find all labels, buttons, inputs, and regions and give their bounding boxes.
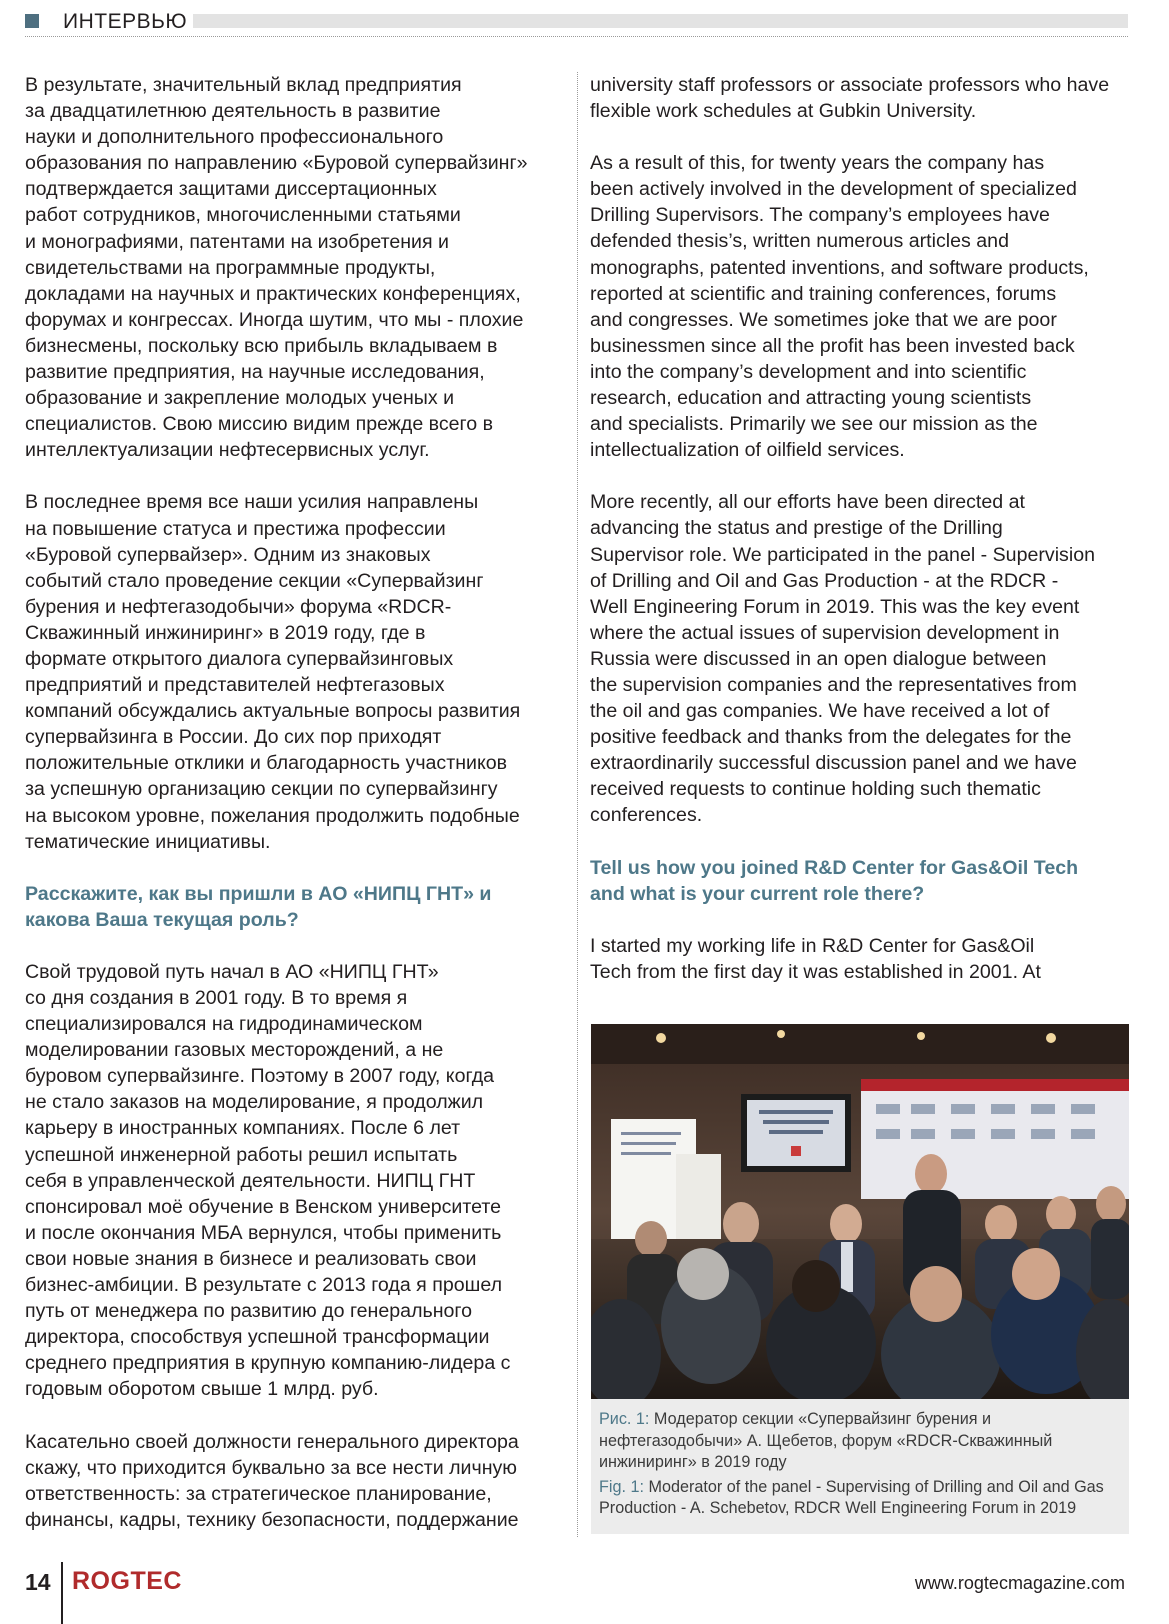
text-line: advancing the status and prestige of the Drilling bbox=[590, 517, 1003, 540]
text-line: себя в управленческой деятельности. НИПЦ ГНТ bbox=[25, 1169, 476, 1192]
text-line: со дня создания в 2001 году. В то время я bbox=[25, 987, 408, 1009]
text-line: форумах и конгрессах. Иногда шутим, что мы - плохие bbox=[25, 308, 524, 331]
paragraph bbox=[25, 1429, 565, 1533]
paragraph bbox=[590, 72, 1130, 124]
site-url: www.rogtecmagazine.com bbox=[914, 1573, 1125, 1593]
text-line: скажу, что приходится буквально за все нести личную bbox=[25, 1456, 518, 1479]
header-divider bbox=[25, 36, 1128, 37]
text-line: I started my working life in R&D Center for Gas&Oil bbox=[590, 934, 1035, 957]
text-line: and what is your current role there? bbox=[590, 882, 925, 905]
page-header bbox=[25, 10, 1128, 40]
text-line: буровом супервайзинге. Поэтому в 2007 году, когда bbox=[25, 1065, 495, 1088]
section-marker-icon bbox=[25, 14, 39, 28]
text-line: директора, способствуя успешной трансформации bbox=[25, 1326, 490, 1349]
text-line: за успешную организацию секции по супервайзингу bbox=[25, 778, 498, 801]
text-line: супервайзинга в России. До сих пор приходят bbox=[25, 726, 442, 749]
conference-photo bbox=[591, 1024, 1129, 1399]
text-line: свидетельствами на программные продукты, bbox=[25, 256, 436, 279]
caption-en bbox=[599, 1477, 1119, 1520]
text-line: and congresses. We sometimes joke that we are poor bbox=[590, 308, 1057, 331]
text-line: за двадцатилетнюю деятельность в развитие bbox=[25, 100, 441, 123]
text-line: Drilling Supervisors. The company’s employees have bbox=[590, 204, 1050, 227]
text-line: докладами на научных и практических конференциях, bbox=[25, 282, 521, 305]
text-line: положительные отклики и благодарность участников bbox=[25, 752, 508, 775]
text-line: свои новые знания в бизнесе и реализовать свои bbox=[25, 1247, 477, 1270]
text-line: годовым оборотом свыше 1 млрд. руб. bbox=[25, 1378, 379, 1401]
text-line: путь от менеджера по развитию до генерального bbox=[25, 1300, 473, 1323]
text-line: Well Engineering Forum in 2019. This was the key event bbox=[590, 595, 1080, 618]
text-line: university staff professors or associate professors who have bbox=[590, 74, 1110, 96]
figure-caption bbox=[591, 1399, 1129, 1534]
text-line: where the actual issues of supervision development in bbox=[590, 621, 1060, 644]
left-column bbox=[25, 72, 565, 1559]
caption-line: нефтегазодобычи» А. Щебетов, форум «RDCR-Скважинный bbox=[599, 1431, 1053, 1450]
text-line: В результате, значительный вклад предприятия bbox=[25, 74, 462, 96]
text-line: образования по направлению «Буровой супервайзинг» bbox=[25, 152, 528, 175]
text-line: Скважинный инжиниринг» в 2019 году, где в bbox=[25, 621, 426, 644]
text-line: and specialists. Primarily we see our mission as the bbox=[590, 413, 1038, 436]
text-line: into the company’s development and into scientific bbox=[590, 360, 1027, 383]
text-line: flexible work schedules at Gubkin University. bbox=[590, 100, 977, 123]
text-line: специализировался на гидродинамическом bbox=[25, 1013, 423, 1036]
text-line: received requests to continue holding such thematic bbox=[590, 778, 1041, 801]
text-line: формате открытого диалога супервайзинговых bbox=[25, 647, 454, 670]
interview-question bbox=[590, 855, 1130, 907]
text-line: и монографиями, патентами на изобретения и bbox=[25, 230, 450, 253]
text-line: intellectualization of oilfield services. bbox=[590, 439, 905, 462]
text-line: успешной инженерной работы решил испытать bbox=[25, 1143, 458, 1166]
text-line: В последнее время все наши усилия направлены bbox=[25, 491, 479, 514]
text-line: positive feedback and thanks from the delegates for the bbox=[590, 726, 1072, 749]
caption-line: Production - A. Schebetov, RDCR Well Engineering Forum in 2019 bbox=[599, 1499, 1077, 1517]
text-line: Расскажите, как вы пришли в АО «НИПЦ ГНТ» и bbox=[25, 882, 492, 905]
text-line: тематические инициативы. bbox=[25, 830, 271, 853]
text-line: на повышение статуса и престижа профессии bbox=[25, 517, 446, 540]
text-line: Russia were discussed in an open dialogue between bbox=[590, 647, 1047, 670]
text-line: предприятий и представителей нефтегазовых bbox=[25, 674, 445, 697]
text-line: research, education and attracting young scientists bbox=[590, 387, 1032, 410]
text-line: интеллектуализации нефтесервисных услуг. bbox=[25, 439, 430, 462]
text-line: been actively involved in the development of specialized bbox=[590, 178, 1077, 201]
text-line: на высоком уровне, пожелания продолжить подобные bbox=[25, 804, 520, 827]
text-line: компаний обсуждались актуальные вопросы развития bbox=[25, 700, 521, 723]
text-line: «Буровой супервайзер». Одним из знаковых bbox=[25, 543, 431, 566]
interview-question bbox=[25, 881, 565, 933]
text-line: бурения и нефтегазодобычи» форума «RDCR- bbox=[25, 595, 452, 618]
text-line: businessmen since all the profit has been invested back bbox=[590, 334, 1075, 357]
text-line: defended thesis’s, written numerous articles and bbox=[590, 230, 1009, 253]
caption-line: инжиниринг» в 2019 году bbox=[599, 1453, 787, 1471]
paragraph bbox=[25, 72, 565, 463]
right-column bbox=[590, 72, 1130, 1011]
text-line: monographs, patented inventions, and software products, bbox=[590, 256, 1089, 279]
paragraph bbox=[590, 150, 1130, 463]
paragraph bbox=[590, 933, 1130, 985]
text-line: conferences. bbox=[590, 804, 703, 827]
photo-illustration bbox=[591, 1024, 1129, 1399]
footer-divider bbox=[61, 1562, 63, 1624]
header-bar bbox=[193, 14, 1128, 28]
text-line: As a result of this, for twenty years the company has bbox=[590, 152, 1045, 175]
text-line: финансы, кадры, технику безопасности, поддержание bbox=[25, 1508, 519, 1531]
text-line: карьеру в иностранных компаниях. После 6 лет bbox=[25, 1117, 461, 1140]
text-line: подтверждается защитами диссертационных bbox=[25, 178, 437, 201]
caption-ru-label: Рис. 1: bbox=[599, 1410, 650, 1428]
caption-en-label: Fig. 1: bbox=[599, 1477, 644, 1496]
text-line: моделировании газовых месторождений, а не bbox=[25, 1039, 444, 1062]
text-line: the supervision companies and the representatives from bbox=[590, 673, 1077, 696]
text-line: the oil and gas companies. We have received a lot of bbox=[590, 700, 1050, 723]
page-number: 14 bbox=[25, 1569, 51, 1595]
brand-logo: ROGTEC bbox=[72, 1567, 182, 1595]
paragraph bbox=[25, 489, 565, 854]
text-line: Касательно своей должности генерального директора bbox=[25, 1430, 519, 1453]
text-line: Tech from the first day it was established in 2001. At bbox=[590, 960, 1041, 983]
text-line: reported at scientific and training conferences, forums bbox=[590, 282, 1057, 305]
text-line: среднего предприятия в крупную компанию-лидера с bbox=[25, 1352, 511, 1375]
text-line: спонсировал моё обучение в Венском университете bbox=[25, 1195, 502, 1218]
text-line: событий стало проведение секции «Супервайзинг bbox=[25, 569, 484, 592]
paragraph bbox=[590, 489, 1130, 828]
text-line: Свой трудовой путь начал в АО «НИПЦ ГНТ» bbox=[25, 960, 439, 983]
text-line: и после окончания МБА вернулся, чтобы применить bbox=[25, 1221, 502, 1244]
text-line: бизнесмены, поскольку всю прибыль вкладываем в bbox=[25, 334, 498, 357]
text-line: науки и дополнительного профессионального bbox=[25, 126, 444, 149]
text-line: ответственность: за стратегическое планирование, bbox=[25, 1482, 492, 1505]
text-line: не стало заказов на моделирование, я продолжил bbox=[25, 1091, 484, 1114]
text-line: какова Ваша текущая роль? bbox=[25, 908, 299, 931]
section-title: ИНТЕРВЬЮ bbox=[63, 10, 188, 33]
text-line: extraordinarily successful discussion panel and we have bbox=[590, 752, 1077, 775]
text-line: More recently, all our efforts have been directed at bbox=[590, 491, 1025, 514]
text-line: Supervisor role. We participated in the panel - Supervision bbox=[590, 543, 1095, 566]
text-line: специалистов. Свою миссию видим прежде всего в bbox=[25, 413, 494, 436]
text-line: работ сотрудников, многочисленными статьями bbox=[25, 204, 461, 227]
text-line: бизнес-амбиции. В результате с 2013 года я прошел bbox=[25, 1274, 503, 1297]
caption-ru bbox=[599, 1409, 1119, 1474]
text-line: образование и закрепление молодых ученых и bbox=[25, 387, 455, 410]
text-line: развитие предприятия, на научные исследования, bbox=[25, 361, 485, 384]
text-line: Tell us how you joined R&D Center for Gas&Oil Tech bbox=[590, 856, 1079, 879]
text-line: of Drilling and Oil and Gas Production - at the RDCR - bbox=[590, 569, 1059, 592]
column-divider bbox=[577, 72, 578, 1537]
caption-line: Модератор секции «Супервайзинг бурения и bbox=[649, 1410, 992, 1428]
paragraph bbox=[25, 959, 565, 1403]
caption-line: Moderator of the panel - Supervising of Drilling and Oil and Gas bbox=[643, 1477, 1104, 1496]
